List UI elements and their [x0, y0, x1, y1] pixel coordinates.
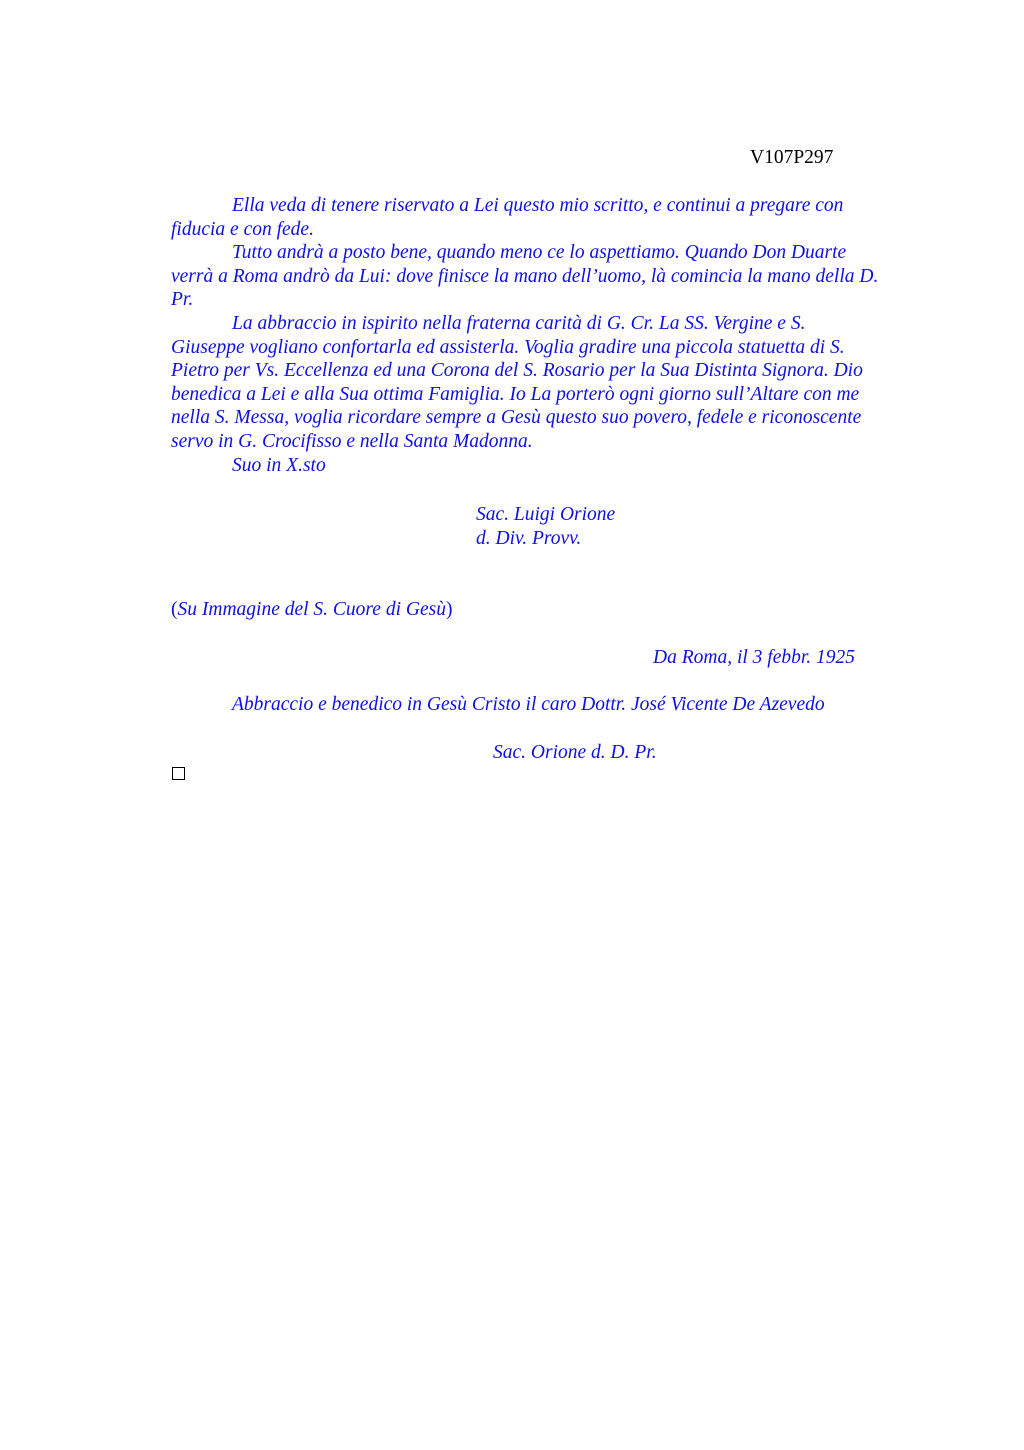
closing-line: Suo in X.sto	[232, 454, 326, 476]
paragraph-2-line: Pr.	[171, 289, 194, 311]
date-line: Da Roma, il 3 febbr. 1925	[653, 647, 856, 668]
paragraph-3-line: nella S. Messa, voglia ricordare sempre a Gesù questo suo povero, fedele e riconoscente	[171, 407, 862, 429]
open-paren: (	[171, 599, 178, 620]
signature-title: d. Div. Provv.	[476, 528, 582, 549]
paragraph-2-line: verrà a Roma andrò da Lui: dove finisce la mano dell’uomo, là comincia la mano della D.	[171, 265, 879, 287]
empty-square-icon	[172, 767, 185, 780]
image-note-text: Su Immagine del S. Cuore di Gesù	[177, 599, 446, 620]
paragraph-3-line: Giuseppe vogliano confortarla ed assisterla. Voglia gradire una piccola statuetta di S.	[171, 336, 845, 358]
image-note-signature: Sac. Orione d. D. Pr.	[493, 742, 657, 763]
image-note-heading	[171, 598, 452, 622]
image-note-message: Abbraccio e benedico in Gesù Cristo il caro Dottr. José Vicente De Azevedo	[232, 694, 825, 715]
paragraph-1-line: Ella veda di tenere riservato a Lei questo mio scritto, e continui a pregare con	[232, 195, 844, 216]
letter-body	[171, 194, 923, 477]
signature-name: Sac. Luigi Orione	[476, 504, 616, 525]
paragraph-1-line: fiducia e con fede.	[171, 218, 314, 240]
paragraph-3-line: Pietro per Vs. Eccellenza ed una Corona del S. Rosario per la Sua Distinta Signora. Dio	[171, 360, 863, 382]
paragraph-3-line: servo in G. Crocifisso e nella Santa Madonna.	[171, 430, 533, 452]
paragraph-3-line: La abbraccio in ispirito nella fraterna carità di G. Cr. La SS. Vergine e S.	[232, 312, 806, 334]
page-reference: V107P297	[750, 147, 834, 168]
close-paren: )	[445, 599, 453, 620]
paragraph-3-line: benedica a Lei e alla Sua ottima Famiglia. Io La porterò ogni giorno sull’Altare con me	[171, 383, 860, 405]
paragraph-2-line: Tutto andrà a posto bene, quando meno ce lo aspettiamo. Quando Don Duarte	[232, 242, 847, 264]
